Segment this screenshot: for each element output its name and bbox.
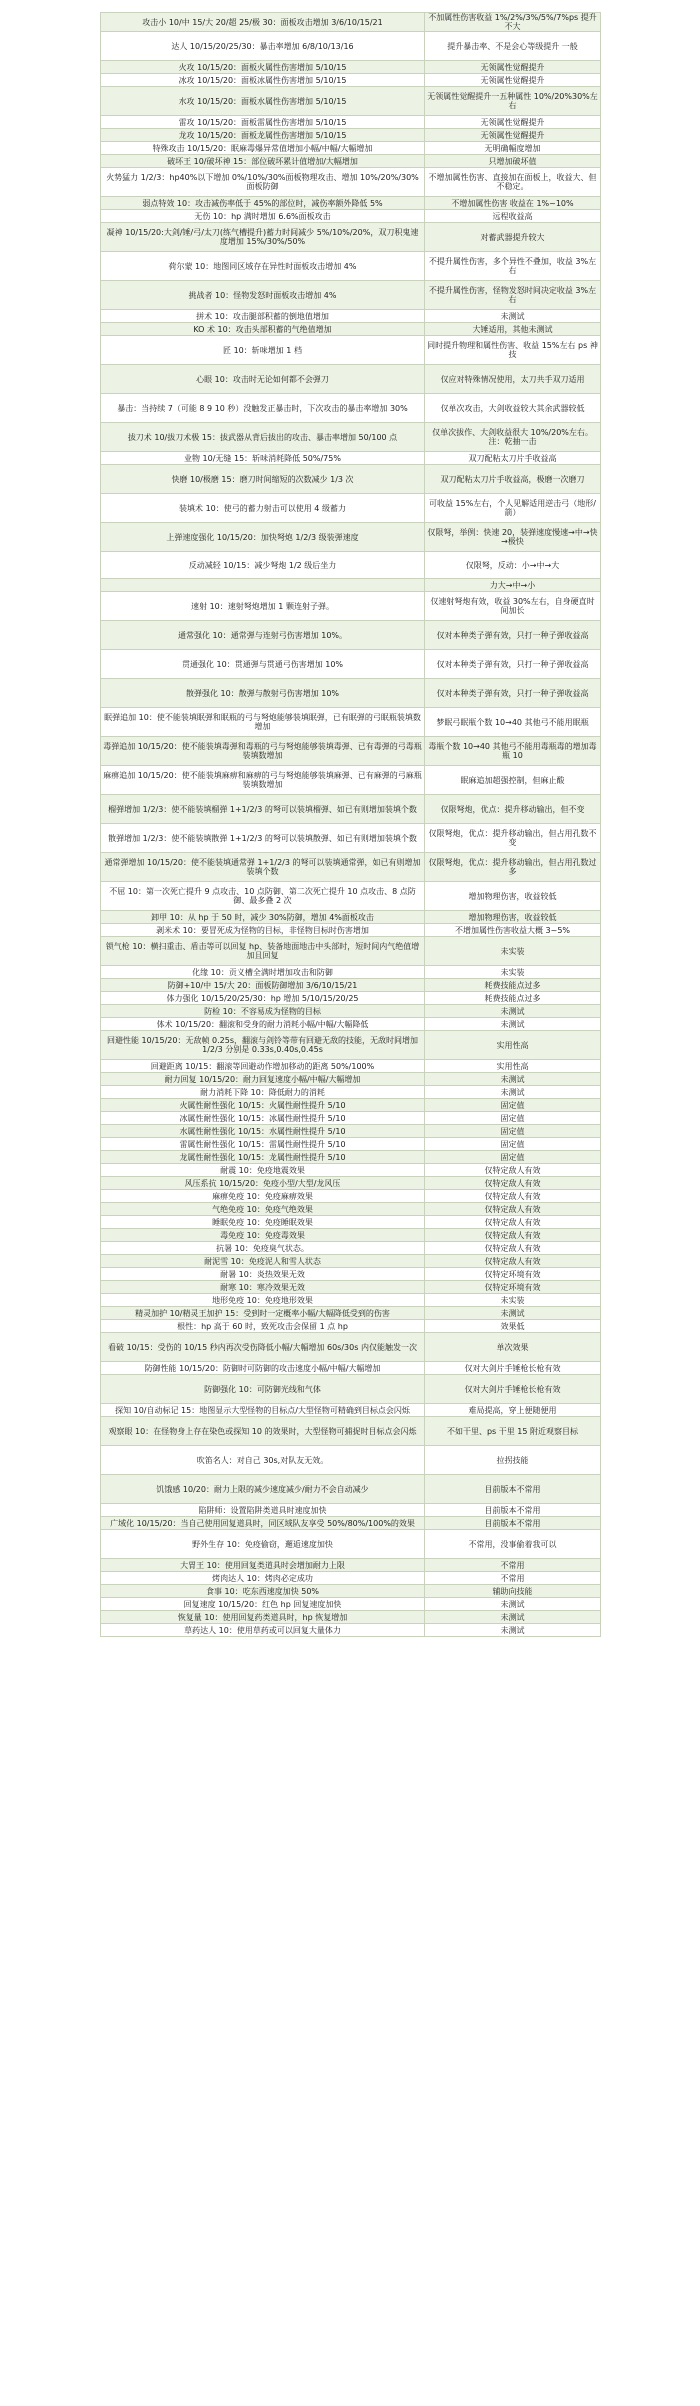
- skill-note-cell: 不常用: [425, 1559, 601, 1572]
- skill-description-cell: 体力强化 10/15/20/25/30：hp 增加 5/10/15/20/25: [101, 992, 425, 1005]
- skill-note-cell: 不加属性伤害收益 1%/2%/3%/5%/7%ps 提升不大: [425, 13, 601, 32]
- skill-note-cell: 仅特定敌人有效: [425, 1216, 601, 1229]
- table-row: [101, 621, 601, 650]
- skill-note-cell: 无领属性觉醒提升: [425, 116, 601, 129]
- table-row: [101, 1229, 601, 1242]
- table-row: [101, 1255, 601, 1268]
- table-row: [101, 1611, 601, 1624]
- table-row: [101, 992, 601, 1005]
- skill-note-cell: 未测试: [425, 1086, 601, 1099]
- skill-note-cell: 仅特定敌人有效: [425, 1255, 601, 1268]
- table-row: [101, 1417, 601, 1446]
- skill-description-cell: 耐震 10：免疫地震效果: [101, 1164, 425, 1177]
- table-row: [101, 1203, 601, 1216]
- skill-description-cell: 吹笛名人：对自己 30s,对队友无效。: [101, 1446, 425, 1475]
- skill-description-cell: 陷阱师：设置陷阱类道具时速度加快: [101, 1504, 425, 1517]
- skill-note-cell: 力大→中→小: [425, 579, 601, 592]
- skill-description-cell: 体术 10/15/20：翻滚和受身的耐力消耗小幅/中幅/大幅降低: [101, 1018, 425, 1031]
- skill-description-cell: 风压系抗 10/15/20：免疫小型/大型/龙风压: [101, 1177, 425, 1190]
- skill-note-cell: 增加物理伤害，收益较低: [425, 911, 601, 924]
- table-row: [101, 1268, 601, 1281]
- table-row: [101, 1320, 601, 1333]
- skill-description-cell: 上弹速度强化 10/15/20：加快弩炮 1/2/3 级装弹速度: [101, 523, 425, 552]
- skill-description-cell: 草药达人 10：使用草药或可以回复大量体力: [101, 1624, 425, 1637]
- table-row: [101, 1190, 601, 1203]
- table-row: [101, 1151, 601, 1164]
- table-row: [101, 1375, 601, 1404]
- skill-note-cell: 固定值: [425, 1125, 601, 1138]
- table-row: [101, 494, 601, 523]
- skills-table-body: [101, 13, 601, 1637]
- skill-note-cell: 仅单次拔作、大剑收益很大 10%/20%左右。注：乾抽一击: [425, 423, 601, 452]
- table-row: [101, 1333, 601, 1362]
- skill-note-cell: 无明确幅度增加: [425, 142, 601, 155]
- skill-description-cell: 锁气枪 10：横扫重击、盾击等可以回复 hp、装备地面地击中头部时，短时间内气绝值增加且回复: [101, 937, 425, 966]
- skill-description-cell: 水属性耐性强化 10/15：水属性耐性提升 5/10: [101, 1125, 425, 1138]
- skill-description-cell: 眠弹追加 10：使不能装填眠弹和眠瓶的弓与弩炮能够装填眠弹，已有眠弹的弓眠瓶装填数增加: [101, 708, 425, 737]
- table-row: [101, 1018, 601, 1031]
- table-row: [101, 155, 601, 168]
- table-row: [101, 650, 601, 679]
- skill-note-cell: 仅限弩，反动：小→中→大: [425, 552, 601, 579]
- skill-description-cell: 地形免疫 10：免疫地形效果: [101, 1294, 425, 1307]
- skill-note-cell: 只增加破坏值: [425, 155, 601, 168]
- skill-description-cell: 耐力回复 10/15/20：耐力回复速度小幅/中幅/大幅增加: [101, 1073, 425, 1086]
- skill-description-cell: 弱点特效 10：攻击减伤率低于 45%的部位时，减伤率额外降低 5%: [101, 197, 425, 210]
- skill-description-cell: 耐泥雪 10：免疫泥人和雪人状态: [101, 1255, 425, 1268]
- table-row: [101, 1005, 601, 1018]
- table-row: [101, 1585, 601, 1598]
- skill-note-cell: 未测试: [425, 1624, 601, 1637]
- skill-note-cell: 未测试: [425, 1073, 601, 1086]
- table-row: [101, 465, 601, 494]
- skill-note-cell: 未实装: [425, 937, 601, 966]
- skill-description-cell: 拔刀术 10/拔刀术极 15：拔武器从背后拔出的攻击、暴击率增加 50/100 点: [101, 423, 425, 452]
- skill-note-cell: 无领属性觉醒提升一五种属性 10%/20%30%左右: [425, 87, 601, 116]
- table-row: [101, 766, 601, 795]
- table-row: [101, 223, 601, 252]
- skill-description-cell: 雷攻 10/15/20：面板雷属性伤害增加 5/10/15: [101, 116, 425, 129]
- table-row: [101, 853, 601, 882]
- table-row: [101, 1242, 601, 1255]
- table-row: [101, 116, 601, 129]
- table-row: [101, 1307, 601, 1320]
- skill-description-cell: 装填术 10：使弓的蓄力射击可以使用 4 级蓄力: [101, 494, 425, 523]
- table-row: [101, 1559, 601, 1572]
- skill-note-cell: 未测试: [425, 1005, 601, 1018]
- skill-description-cell: 散弹增加 1/2/3：使不能装填散弹 1+1/2/3 的弩可以装填散弹、如已有则增加装填个数: [101, 824, 425, 853]
- skill-description-cell: 毒免疫 10：免疫毒效果: [101, 1229, 425, 1242]
- skill-note-cell: 仅应对特殊情况使用，太刀共手双刀适用: [425, 365, 601, 394]
- skill-description-cell: 耐寒 10：寒冷效果无效: [101, 1281, 425, 1294]
- skill-note-cell: 耗费技能点过多: [425, 992, 601, 1005]
- skill-note-cell: 大锤适用，其他未测试: [425, 323, 601, 336]
- skill-description-cell: KO 术 10：攻击头部积蓄的气绝值增加: [101, 323, 425, 336]
- skill-note-cell: 目前版本不常用: [425, 1475, 601, 1504]
- skill-note-cell: 无领属性觉醒提升: [425, 74, 601, 87]
- skill-description-cell: 防检 10：不容易成为怪物的目标: [101, 1005, 425, 1018]
- table-row: [101, 552, 601, 579]
- skill-note-cell: 未测试: [425, 1018, 601, 1031]
- skill-description-cell: 精灵加护 10/精灵王加护 15：受到时一定概率小幅/大幅降低受到的伤害: [101, 1307, 425, 1320]
- skill-description-cell: 麻痹免疫 10：免疫麻痹效果: [101, 1190, 425, 1203]
- skill-note-cell: 仅对大剑片手锤枪长枪有效: [425, 1375, 601, 1404]
- skill-note-cell: 可收益 15%左右，个人见解适用逆击弓（地形/箭）: [425, 494, 601, 523]
- table-row: [101, 1504, 601, 1517]
- skill-description-cell: 破坏王 10/破坏神 15：部位破坏累计值增加/大幅增加: [101, 155, 425, 168]
- skill-note-cell: 仅单次攻击，大剑收益较大其余武器较低: [425, 394, 601, 423]
- skill-note-cell: 不增加属性伤害、直接加在面板上，收益大、但不稳定。: [425, 168, 601, 197]
- skill-description-cell: 野外生存 10：免疫偷窃，邂逅速度加快: [101, 1530, 425, 1559]
- skill-note-cell: 难局提高，穿上便随便用: [425, 1404, 601, 1417]
- skill-description-cell: 防御性能 10/15/20：防御时可防御的攻击速度小幅/中幅/大幅增加: [101, 1362, 425, 1375]
- skill-note-cell: 仅特定敌人有效: [425, 1164, 601, 1177]
- skill-description-cell: 无伤 10：hp 满时增加 6.6%面板攻击: [101, 210, 425, 223]
- skill-note-cell: 不增加属性伤害 收益在 1%~10%: [425, 197, 601, 210]
- table-row: [101, 979, 601, 992]
- skill-note-cell: 固定值: [425, 1138, 601, 1151]
- skill-description-cell: 火攻 10/15/20：面板火属性伤害增加 5/10/15: [101, 61, 425, 74]
- skill-note-cell: 仅特定敌人有效: [425, 1203, 601, 1216]
- skill-note-cell: 实用性高: [425, 1060, 601, 1073]
- skill-note-cell: 耗费技能点过多: [425, 979, 601, 992]
- skill-note-cell: 仅限弩炮，优点：提升移动输出，但不变: [425, 795, 601, 824]
- skill-note-cell: 无领属性觉醒提升: [425, 61, 601, 74]
- skill-description-cell: 特殊攻击 10/15/20：眠麻毒爆异常值增加小幅/中幅/大幅增加: [101, 142, 425, 155]
- skill-description-cell: 火属性耐性强化 10/15：火属性耐性提升 5/10: [101, 1099, 425, 1112]
- skill-description-cell: 根性：hp 高于 60 时，致死攻击会保留 1 点 hp: [101, 1320, 425, 1333]
- table-row: [101, 1164, 601, 1177]
- skill-note-cell: 仅对本种类子弹有效，只打一种子弹收益高: [425, 650, 601, 679]
- skill-description-cell: 烤肉达人 10：烤肉必定成功: [101, 1572, 425, 1585]
- skill-note-cell: 同时提升物理和属性伤害、收益 15%左右 ps 神技: [425, 336, 601, 365]
- skill-note-cell: 不常用: [425, 1572, 601, 1585]
- table-row: [101, 13, 601, 32]
- skill-description-cell: 耐力消耗下降 10：降低耐力的消耗: [101, 1086, 425, 1099]
- table-row: [101, 452, 601, 465]
- skill-description-cell: 心眼 10：攻击时无论如何都不会弹刀: [101, 365, 425, 394]
- skill-note-cell: 眠麻追加超强控制，但麻止酸: [425, 766, 601, 795]
- skill-description-cell: 探知 10/自动标记 15：地图显示大型怪物的目标点/大型怪物可精确到目标点会闪烁: [101, 1404, 425, 1417]
- skill-description-cell: 广域化 10/15/20：当自己使用回复道具时，同区域队友享受 50%/80%/100%的效果: [101, 1517, 425, 1530]
- skill-description-cell: 反动减轻 10/15：减少弩炮 1/2 级后坐力: [101, 552, 425, 579]
- skill-note-cell: 仅限弩炮，优点：提升移动输出，但占用孔数不变: [425, 824, 601, 853]
- skill-note-cell: 未测试: [425, 1598, 601, 1611]
- table-row: [101, 252, 601, 281]
- skill-description-cell: 防御强化 10：可防御光线和气体: [101, 1375, 425, 1404]
- table-row: [101, 1073, 601, 1086]
- table-row: [101, 1112, 601, 1125]
- skill-description-cell: 睡眠免疫 10：免疫睡眠效果: [101, 1216, 425, 1229]
- table-row: [101, 1517, 601, 1530]
- table-row: [101, 966, 601, 979]
- table-row: [101, 937, 601, 966]
- skill-description-cell: 看破 10/15：受伤的 10/15 秒内再次受伤降低小幅/大幅增加 60s/30s 内仅能触发一次: [101, 1333, 425, 1362]
- skill-note-cell: 仅对本种类子弹有效，只打一种子弹收益高: [425, 621, 601, 650]
- skill-note-cell: 固定值: [425, 1112, 601, 1125]
- skill-description-cell: 回复速度 10/15/20：红色 hp 回复速度加快: [101, 1598, 425, 1611]
- skill-note-cell: 增加物理伤害，收益较低: [425, 882, 601, 911]
- table-row: [101, 142, 601, 155]
- table-row: [101, 210, 601, 223]
- table-row: [101, 323, 601, 336]
- skill-description-cell: 麻痹追加 10/15/20：使不能装填麻痹和麻痹的弓与弩炮能够装填麻弹、已有麻弹的弓麻瓶装填数增加: [101, 766, 425, 795]
- skills-table: [100, 12, 601, 1637]
- table-row: [101, 1216, 601, 1229]
- skill-description-cell: 榴弹增加 1/2/3：使不能装填榴弹 1+1/2/3 的弩可以装填榴弹、如已有则增加装填个数: [101, 795, 425, 824]
- table-row: [101, 394, 601, 423]
- skill-description-cell: 速射 10：速射弩炮增加 1 颗连射子弹。: [101, 592, 425, 621]
- table-row: [101, 281, 601, 310]
- table-row: [101, 1598, 601, 1611]
- skill-description-cell: [101, 579, 425, 592]
- skill-note-cell: 对蓄武器提升较大: [425, 223, 601, 252]
- table-row: [101, 1177, 601, 1190]
- skill-description-cell: 防御+10/中 15/大 20：面板防御增加 3/6/10/15/21: [101, 979, 425, 992]
- table-row: [101, 737, 601, 766]
- skill-description-cell: 大胃王 10：使用回复类道具时会增加耐力上限: [101, 1559, 425, 1572]
- table-row: [101, 168, 601, 197]
- skill-note-cell: 未测试: [425, 1307, 601, 1320]
- skill-description-cell: 荷尔蒙 10：地图同区域存在异性时面板攻击增加 4%: [101, 252, 425, 281]
- table-row: [101, 523, 601, 552]
- skill-description-cell: 攻击小 10/中 15/大 20/超 25/极 30：面板攻击增加 3/6/10/15/21: [101, 13, 425, 32]
- skill-description-cell: 水攻 10/15/20：面板水属性伤害增加 5/10/15: [101, 87, 425, 116]
- skill-description-cell: 化缘 10：贡义槽全满时增加攻击和防御: [101, 966, 425, 979]
- skill-note-cell: 不提升属性伤害，多个异性不叠加，收益 3%左右: [425, 252, 601, 281]
- table-row: [101, 824, 601, 853]
- table-row: [101, 679, 601, 708]
- skill-description-cell: 观察眼 10：在怪物身上存在染色或探知 10 的效果时，大型怪物可捕捉时目标点会闪烁: [101, 1417, 425, 1446]
- skill-note-cell: 毒瓶个数 10→40 其他弓不能用毒瓶毒的增加毒瓶 10: [425, 737, 601, 766]
- skill-note-cell: 未测试: [425, 1611, 601, 1624]
- skill-description-cell: 冰属性耐性强化 10/15：冰属性耐性提升 5/10: [101, 1112, 425, 1125]
- skill-note-cell: 拉拐技能: [425, 1446, 601, 1475]
- skill-description-cell: 耐暑 10：炎热效果无效: [101, 1268, 425, 1281]
- table-row: [101, 911, 601, 924]
- skill-note-cell: 仅限弩，举例：快速 20，装弹速度慢速→中→快→极快: [425, 523, 601, 552]
- skill-note-cell: 仅特定敌人有效: [425, 1229, 601, 1242]
- skill-note-cell: 未实装: [425, 966, 601, 979]
- skill-description-cell: 卸甲 10：从 hp 于 50 时，减少 30%防御，增加 4%面板攻击: [101, 911, 425, 924]
- table-row: [101, 1125, 601, 1138]
- skill-note-cell: 仅对本种类子弹有效，只打一种子弹收益高: [425, 679, 601, 708]
- skill-note-cell: 仅特定环境有效: [425, 1281, 601, 1294]
- skill-note-cell: 固定值: [425, 1099, 601, 1112]
- skill-description-cell: 回避性能 10/15/20：无敌帧 0.25s，翻滚与剑铃等带有回避无敌的技能，无敌时间增加 1/2/3 分别是 0.33s,0.40s,0.45s: [101, 1031, 425, 1060]
- table-row: [101, 1060, 601, 1073]
- skill-note-cell: 仅特定敌人有效: [425, 1177, 601, 1190]
- table-row: [101, 592, 601, 621]
- table-row: [101, 1031, 601, 1060]
- skill-note-cell: 实用性高: [425, 1031, 601, 1060]
- table-row: [101, 1572, 601, 1585]
- table-row: [101, 882, 601, 911]
- skill-note-cell: 双刀配粘太刀片手收益高，极磨一次磨刀: [425, 465, 601, 494]
- table-row: [101, 1086, 601, 1099]
- skill-description-cell: 恢复量 10：使用回复药类道具时，hp 恢复增加: [101, 1611, 425, 1624]
- skill-description-cell: 散弹强化 10：散弹与散射弓伤害增加 10%: [101, 679, 425, 708]
- skill-description-cell: 饥饿感 10/20：耐力上限的减少速度减少/耐力不会自动减少: [101, 1475, 425, 1504]
- skill-note-cell: 双刀配粘太刀片手收益高: [425, 452, 601, 465]
- skill-note-cell: 不常用，没事偷着我可以: [425, 1530, 601, 1559]
- skill-description-cell: 回避距离 10/15：翻滚等回避动作增加移动的距离 50%/100%: [101, 1060, 425, 1073]
- skill-note-cell: 不如干里、ps 干里 15 附近观察目标: [425, 1417, 601, 1446]
- skill-description-cell: 龙攻 10/15/20：面板龙属性伤害增加 5/10/15: [101, 129, 425, 142]
- table-row: [101, 310, 601, 323]
- skill-description-cell: 冰攻 10/15/20：面板冰属性伤害增加 5/10/15: [101, 74, 425, 87]
- table-row: [101, 1446, 601, 1475]
- skill-note-cell: 目前版本不常用: [425, 1504, 601, 1517]
- skill-note-cell: 梦眠弓眠瓶个数 10→40 其他弓不能用眠瓶: [425, 708, 601, 737]
- skill-description-cell: 食事 10：吃东西速度加快 50%: [101, 1585, 425, 1598]
- skill-note-cell: 仅特定敌人有效: [425, 1190, 601, 1203]
- skill-description-cell: 通常强化 10：通常弹与连射弓伤害增加 10%。: [101, 621, 425, 650]
- table-row: [101, 336, 601, 365]
- skill-note-cell: 效果低: [425, 1320, 601, 1333]
- skill-description-cell: 匠 10：斩味增加 1 档: [101, 336, 425, 365]
- table-row: [101, 1624, 601, 1637]
- skill-note-cell: 辅助向技能: [425, 1585, 601, 1598]
- table-row: [101, 87, 601, 116]
- table-row: [101, 924, 601, 937]
- skill-note-cell: 固定值: [425, 1151, 601, 1164]
- skill-description-cell: 剥米术 10：要冒死成为怪物的目标，非怪物目标时伤害增加: [101, 924, 425, 937]
- table-row: [101, 708, 601, 737]
- table-row: [101, 1530, 601, 1559]
- skill-description-cell: 龙属性耐性强化 10/15：龙属性耐性提升 5/10: [101, 1151, 425, 1164]
- skill-note-cell: 不增加属性伤害收益大概 3~5%: [425, 924, 601, 937]
- table-row: [101, 579, 601, 592]
- skill-description-cell: 毒弹追加 10/15/20：使不能装填毒弹和毒瓶的弓与弩炮能够装填毒弹、已有毒弹的弓毒瓶装填数增加: [101, 737, 425, 766]
- table-row: [101, 1404, 601, 1417]
- table-row: [101, 1362, 601, 1375]
- skill-note-cell: 无领属性觉醒提升: [425, 129, 601, 142]
- skill-note-cell: 远程收益高: [425, 210, 601, 223]
- table-row: [101, 1294, 601, 1307]
- skill-description-cell: 雷属性耐性强化 10/15：雷属性耐性提升 5/10: [101, 1138, 425, 1151]
- table-row: [101, 1475, 601, 1504]
- skill-note-cell: 提升暴击率、不是会心等级提升 一般: [425, 32, 601, 61]
- skill-note-cell: 仅限弩炮，优点：提升移动输出，但占用孔数过多: [425, 853, 601, 882]
- skill-note-cell: 目前版本不常用: [425, 1517, 601, 1530]
- skill-description-cell: 通常弹增加 10/15/20：使不能装填通常弹 1+1/2/3 的弩可以装填通常弹，如已有则增加装填个数: [101, 853, 425, 882]
- table-row: [101, 32, 601, 61]
- skill-note-cell: 仅特定环境有效: [425, 1268, 601, 1281]
- table-row: [101, 1138, 601, 1151]
- skill-note-cell: 仅特定敌人有效: [425, 1242, 601, 1255]
- table-row: [101, 1099, 601, 1112]
- skill-description-cell: 拼术 10：攻击腿部积蓄的倒地值增加: [101, 310, 425, 323]
- skill-description-cell: 快磨 10/极磨 15：磨刀时间缩短的次数减少 1/3 次: [101, 465, 425, 494]
- table-row: [101, 61, 601, 74]
- skill-description-cell: 暴击：当持续 7（可能 8 9 10 秒）没触发正暴击时，下次攻击的暴击率增加 30%: [101, 394, 425, 423]
- table-row: [101, 365, 601, 394]
- skill-note-cell: 单次效果: [425, 1333, 601, 1362]
- skill-note-cell: 未测试: [425, 310, 601, 323]
- skill-description-cell: 业物 10/无缝 15：斩味消耗降低 50%/75%: [101, 452, 425, 465]
- table-row: [101, 197, 601, 210]
- skill-note-cell: 仅速射弩炮有效，收益 30%左右，自身硬直时间加长: [425, 592, 601, 621]
- skill-description-cell: 达人 10/15/20/25/30：暴击率增加 6/8/10/13/16: [101, 32, 425, 61]
- skill-description-cell: 不屈 10：第一次死亡提升 9 点攻击、10 点防御、第二次死亡提升 10 点攻击、8 点防御、最多叠 2 次: [101, 882, 425, 911]
- skill-description-cell: 凝神 10/15/20:大剑/锤/弓/太刀(练气槽提升)蓄力时间减少 5%/10%/20%，双刀积鬼速度增加 15%/30%/50%: [101, 223, 425, 252]
- skill-note-cell: 未实装: [425, 1294, 601, 1307]
- skill-note-cell: 仅对大剑片手锤枪长枪有效: [425, 1362, 601, 1375]
- skill-description-cell: 挑战者 10：怪物发怒时面板攻击增加 4%: [101, 281, 425, 310]
- skill-description-cell: 贯通强化 10：贯通弹与贯通弓伤害增加 10%: [101, 650, 425, 679]
- skill-description-cell: 气绝免疫 10：免疫气绝效果: [101, 1203, 425, 1216]
- table-row: [101, 1281, 601, 1294]
- table-row: [101, 129, 601, 142]
- table-row: [101, 74, 601, 87]
- skill-description-cell: 火势猛力 1/2/3：hp40%以下增加 0%/10%/30%面板物理攻击、增加 10%/20%/30%面板防御: [101, 168, 425, 197]
- skill-description-cell: 抗暑 10：免疫臭气状态。: [101, 1242, 425, 1255]
- table-row: [101, 423, 601, 452]
- skill-note-cell: 不提升属性伤害，怪物发怒时间决定收益 3%左右: [425, 281, 601, 310]
- table-row: [101, 795, 601, 824]
